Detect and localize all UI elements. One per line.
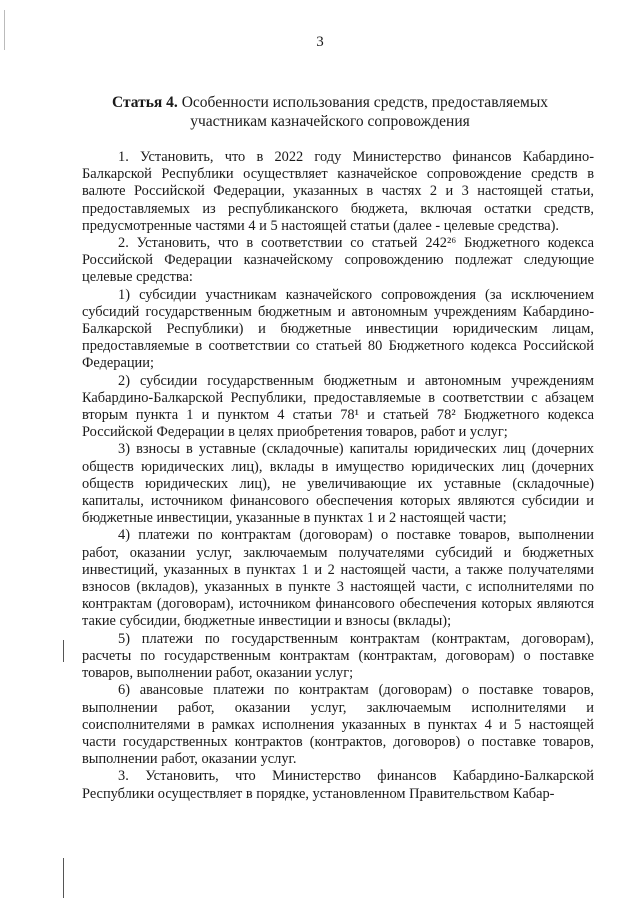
article-body bbox=[82, 149, 594, 803]
list-item-2: 2) субсидии государственным бюджетным и автономным учреждениям Кабардино-Балкарской Республики, предоставляемые в соответствии с абзацем вторым пункта 1 и пунктом 4 статьи 78¹ и статьей 78² Бюджетного кодекса Российской Федерации в целях приобретения товаров, работ и услуг; bbox=[82, 372, 594, 441]
list-item-1: 1) субсидии участникам казначейского сопровождения (за исключением субсидий государственным бюджетным и автономным учреждениям Кабардино-Балкарской Республики) и бюджетные инвестиции юридическим лицам, предоставляемые в соответствии со статьей 80 Бюджетного кодекса Российской Федерации; bbox=[82, 286, 594, 372]
list-item-5: 5) платежи по государственным контрактам (контрактам, договорам), расчеты по государственным контрактам (контрактам, договорам) о поставке товаров, выполнении работ, оказании услуг; bbox=[82, 630, 594, 682]
scan-margin-mark-top bbox=[4, 10, 5, 50]
article-label: Статья 4. bbox=[111, 94, 178, 111]
article-title: Особенности использования средств, предоставляемых участникам казначейского сопровождения bbox=[181, 94, 549, 130]
page-number: 3 bbox=[316, 34, 324, 50]
list-item-6: 6) авансовые платежи по контрактам (договорам) о поставке товаров, выполнении работ, оказании услуг, заключаемым исполнителями и соисполнителями в рамках исполнения указанных в пунктах 4 и 5 настоящей части государственных контрактов (контрактов, договоров) о поставке товаров, выполнении работ, оказании услуг. bbox=[82, 682, 594, 768]
scan-margin-mark-middle bbox=[63, 640, 64, 662]
list-item-4: 4) платежи по контрактам (договорам) о поставке товаров, выполнении работ, оказании услуг, заключаемым получателями субсидий и бюджетных инвестиций, указанных в пунктах 1 и 2 настоящей части, а также получателями взносов (вкладов), указанных в пункте 3 настоящей части, с исполнителями по контрактам (договорам), источником финансового обеспечения которых являются такие субсидии, бюджетные инвестиции и взносы (вклады); bbox=[82, 527, 594, 630]
scan-margin-mark-bottom bbox=[63, 858, 64, 898]
list-item-3: 3) взносы в уставные (складочные) капиталы юридических лиц (дочерних обществ юридических лиц), вклады в имущество юридических лиц (дочерних обществ юридических лиц), не увеличивающие их уставные (складочные) капиталы, источником финансового обеспечения которых являются субсидии и бюджетные инвестиции, указанные в пунктах 1 и 2 настоящей части; bbox=[82, 441, 594, 527]
paragraph-part-3: 3. Установить, что Министерство финансов Кабардино-Балкарской Республики осуществляет в порядке, установленном Правительством Кабар- bbox=[82, 768, 594, 802]
paragraph-part-2: 2. Установить, что в соответствии со статьей 242²⁶ Бюджетного кодекса Российской Федерации казначейскому сопровождению подлежат следующие целевые средства: bbox=[82, 235, 594, 286]
article-heading bbox=[110, 93, 550, 131]
paragraph-part-1: 1. Установить, что в 2022 году Министерство финансов Кабардино-Балкарской Республики осуществляет казначейское сопровождение средств в валюте Российской Федерации, указанных в частях 2 и 3 настоящей статьи, предоставляемых из республиканского бюджета, включая остатки средств, предусмотренные частями 4 и 5 настоящей статьи (далее - целевые средства). bbox=[82, 149, 594, 234]
